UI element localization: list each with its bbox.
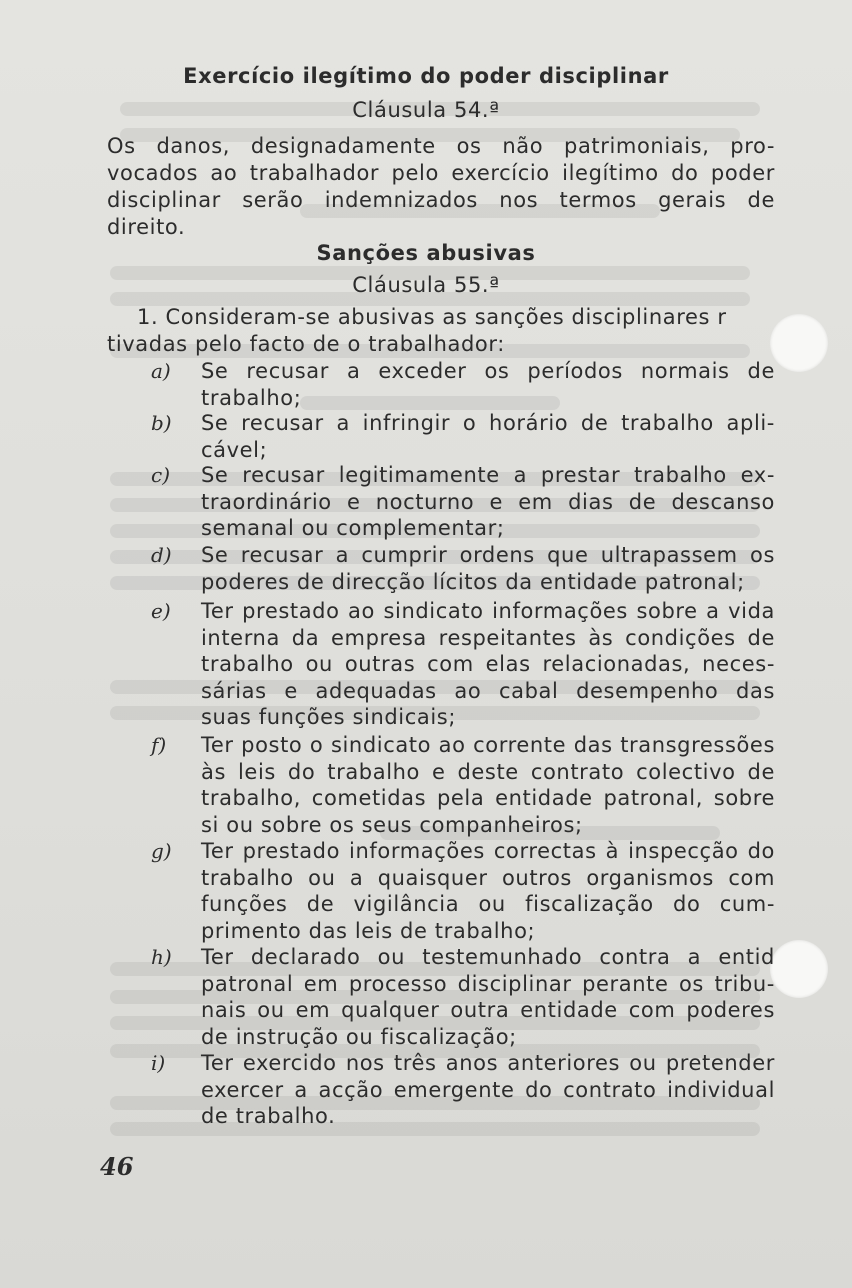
- list-item-marker: a): [151, 359, 171, 383]
- page-number: 46: [100, 1152, 134, 1181]
- list-item-line: cável;: [201, 437, 268, 462]
- paragraph-line: Os danos, designadamente os não patrimoniais, pro-: [107, 134, 775, 158]
- list-item-line: às leis do trabalho e deste contrato colectivo de: [201, 759, 775, 784]
- list-item-line: poderes de direcção lícitos da entidade patronal;: [201, 569, 745, 594]
- paragraph-line: vocados ao trabalhador pelo exercício ilegítimo do poder: [107, 161, 775, 185]
- list-item-line: patronal em processo disciplinar perante os tribu-: [201, 971, 775, 996]
- clause-heading: Cláusula 54.ª: [352, 98, 500, 122]
- list-item-line: nais ou em qualquer outra entidade com poderes: [201, 998, 775, 1022]
- paragraph-line: disciplinar serão indemnizados nos termos gerais de: [107, 188, 775, 212]
- intro-line: tivadas pelo facto de o trabalhador:: [107, 332, 505, 356]
- punch-hole-bottom: [770, 940, 828, 998]
- list-item-line: exercer a acção emergente do contrato individual: [201, 1077, 775, 1102]
- list-item-marker: h): [151, 945, 172, 969]
- list-item-line: traordinário e nocturno e em dias de descanso: [201, 489, 775, 514]
- list-item-line: Ter declarado ou testemunhado contra a entid: [201, 945, 775, 969]
- list-item-marker: g): [151, 839, 172, 863]
- intro-line: 1. Consideram-se abusivas as sanções disciplinares r: [137, 305, 727, 329]
- list-item-line: trabalho ou a quaisquer outros organismos com: [201, 865, 775, 890]
- list-item-line: suas funções sindicais;: [201, 705, 456, 729]
- list-item-line: Se recusar legitimamente a prestar trabalho ex-: [201, 463, 775, 487]
- list-item-marker: f): [151, 733, 167, 757]
- section-title: Sanções abusivas: [316, 241, 536, 265]
- list-item-line: interna da empresa respeitantes às condições de: [201, 625, 775, 650]
- section-title: Exercício ilegítimo do poder disciplinar: [183, 64, 669, 88]
- list-item-line: funções de vigilância ou fiscalização do cum-: [201, 892, 775, 916]
- list-item-line: semanal ou complementar;: [201, 516, 505, 540]
- list-item-line: trabalho ou outras com elas relacionadas, neces-: [201, 652, 775, 676]
- list-item-line: de trabalho.: [201, 1104, 336, 1128]
- list-item-line: si ou sobre os seus companheiros;: [201, 812, 583, 837]
- list-item-line: Ter exercido nos três anos anteriores ou pretender: [201, 1051, 775, 1075]
- list-item-line: sárias e adequadas ao cabal desempenho das: [201, 678, 775, 703]
- list-item-line: Ter prestado informações correctas à inspecção do: [201, 839, 775, 863]
- list-item-marker: c): [151, 463, 171, 487]
- list-item-line: Se recusar a cumprir ordens que ultrapassem os: [201, 543, 775, 567]
- list-item-line: Ter posto o sindicato ao corrente das transgressões: [201, 733, 775, 757]
- clause-heading: Cláusula 55.ª: [352, 273, 500, 297]
- list-item-line: trabalho;: [201, 385, 302, 410]
- punch-hole-top: [770, 314, 828, 372]
- list-item-line: de instrução ou fiscalização;: [201, 1024, 517, 1049]
- list-item-marker: e): [151, 599, 171, 623]
- list-item-line: Se recusar a exceder os períodos normais de: [201, 359, 775, 383]
- list-item-line: Ter prestado ao sindicato informações sobre a vida: [201, 599, 775, 623]
- paragraph-line: direito.: [107, 215, 186, 239]
- list-item-marker: b): [151, 411, 172, 435]
- list-item-line: primento das leis de trabalho;: [201, 918, 536, 943]
- list-item-marker: d): [151, 543, 172, 567]
- list-item-line: Se recusar a infringir o horário de trabalho apli-: [201, 411, 775, 435]
- list-item-marker: i): [151, 1051, 166, 1075]
- list-item-line: trabalho, cometidas pela entidade patronal, sobre: [201, 786, 775, 810]
